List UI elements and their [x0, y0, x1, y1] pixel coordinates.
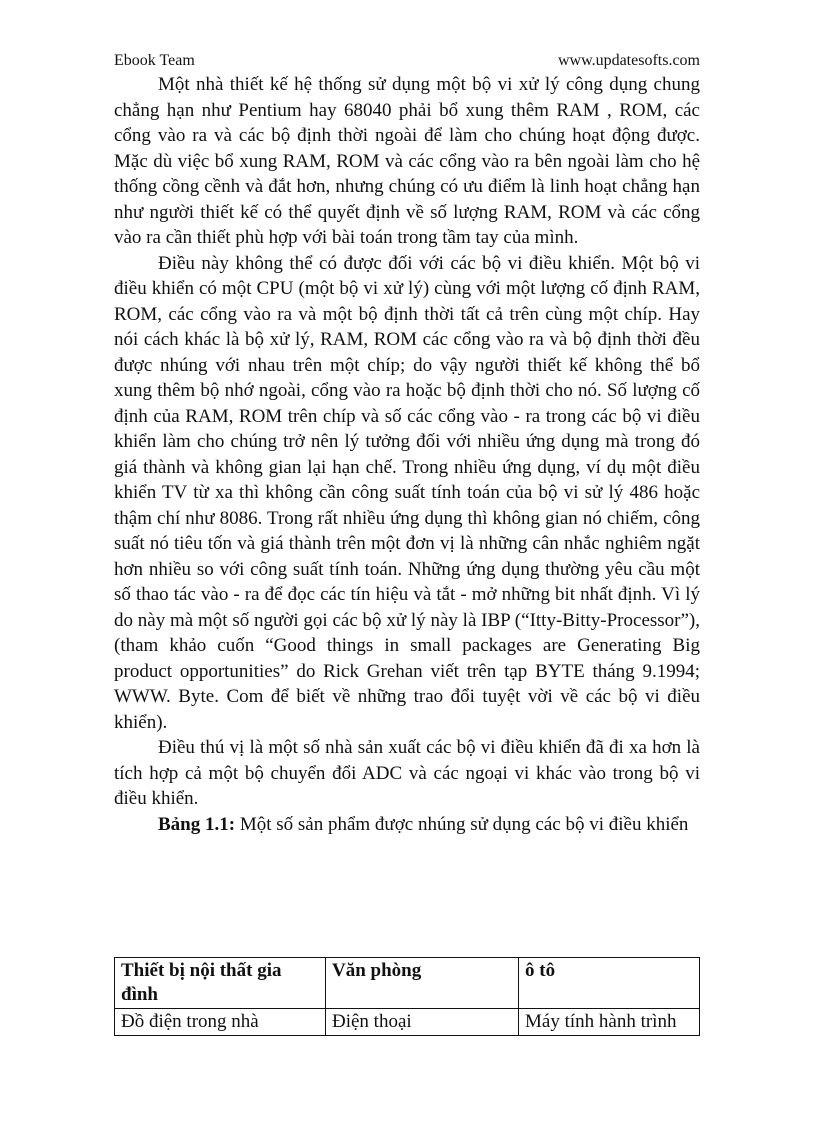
- document-page: [114, 50, 700, 837]
- table-row: [115, 1009, 700, 1036]
- table-caption: [114, 812, 700, 838]
- table-caption-text: Một số sản phẩm được nhúng sử dụng các bộ vi điều khiển: [235, 813, 689, 835]
- paragraph: Điều thú vị là một số nhà sản xuất các bộ vi điều khiển đã đi xa hơn là tích hợp cả một bộ chuyển đổi ADC và các ngoại vi khác vào trong bộ vi điều khiển.: [114, 737, 700, 809]
- table-cell: Điện thoại: [326, 1009, 519, 1036]
- table-cell: Máy tính hành trình: [519, 1009, 700, 1036]
- paragraph: Điều này không thể có được đối với các bộ vi điều khiển. Một bộ vi điều khiển có một CPU (một bộ vi xử lý) cùng với một lượng cố định RAM, ROM, các cổng vào ra và một bộ định thời tất cả trên cùng một chíp. Hay nói cách khác là bộ xử lý, RAM, ROM các cổng vào ra và bộ định thời đều được nhúng với nhau trên một chíp; do vậy người thiết kế không thể bổ xung thêm bộ nhớ ngoài, cổng vào ra hoặc bộ định thời cho nó. Số lượng cố định của RAM, ROM trên chíp và số các cổng vào - ra trong các bộ vi điều khiển làm cho chúng trở nên lý tưởng đối với nhiều ứng dụng mà trong đó giá thành và không gian lại hạn chế. Trong nhiều ứng dụng, ví dụ một điều khiển TV từ xa thì không cần công suất tính toán của bộ vi sử lý 486 hoặc thậm chí như 8086. Trong rất nhiều ứng dụng thì không gian nó chiếm, công suất nó tiêu tốn và giá thành trên một đơn vị là những cân nhắc nghiêm ngặt hơn nhiều so với công suất tính toán. Những ứng dụng thường yêu cầu một số thao tác vào - ra để đọc các tín hiệu và tắt - mở những bit nhất định. Vì lý do này mà một số người gọi các bộ xử lý này là IBP (“Itty-Bitty-Processor”), (tham khảo cuốn “Good things in small packages are Generating Big product opportunities” do Rick Grehan viết trên tạp BYTE tháng 9.1994; WWW. Byte. Com để biết về những trao đổi tuyệt vời về các bộ vi điều khiển).: [114, 252, 700, 733]
- table-caption-label: Bảng 1.1:: [158, 813, 236, 835]
- table-header-cell: ô tô: [519, 958, 700, 1009]
- table-header-row: [115, 958, 700, 1009]
- header-right: www.updatesofts.com: [557, 52, 700, 69]
- header-left: Ebook Team: [114, 52, 195, 69]
- page-header: [114, 50, 700, 72]
- paragraph: Một nhà thiết kế hệ thống sử dụng một bộ vi xử lý công dụng chung chẳng hạn như Pentium hay 68040 phải bổ xung thêm RAM , ROM, các cổng vào ra và các bộ định thời ngoài để làm cho chúng hoạt động được. Mặc dù việc bổ xung RAM, ROM và các cổng vào ra bên ngoài làm cho hệ thống cồng cềnh và đắt hơn, nhưng chúng có ưu điểm là linh hoạt chẳng hạn như người thiết kế có thể quyết định về số lượng RAM, ROM và các cổng vào ra cần thiết phù hợp với bài toán trong tầm tay của mình.: [114, 74, 700, 248]
- table-cell: Đồ điện trong nhà: [115, 1009, 326, 1036]
- table-header-cell: Thiết bị nội thất gia đình: [115, 958, 326, 1009]
- table-header-cell: Văn phòng: [326, 958, 519, 1009]
- products-table: [114, 957, 700, 1036]
